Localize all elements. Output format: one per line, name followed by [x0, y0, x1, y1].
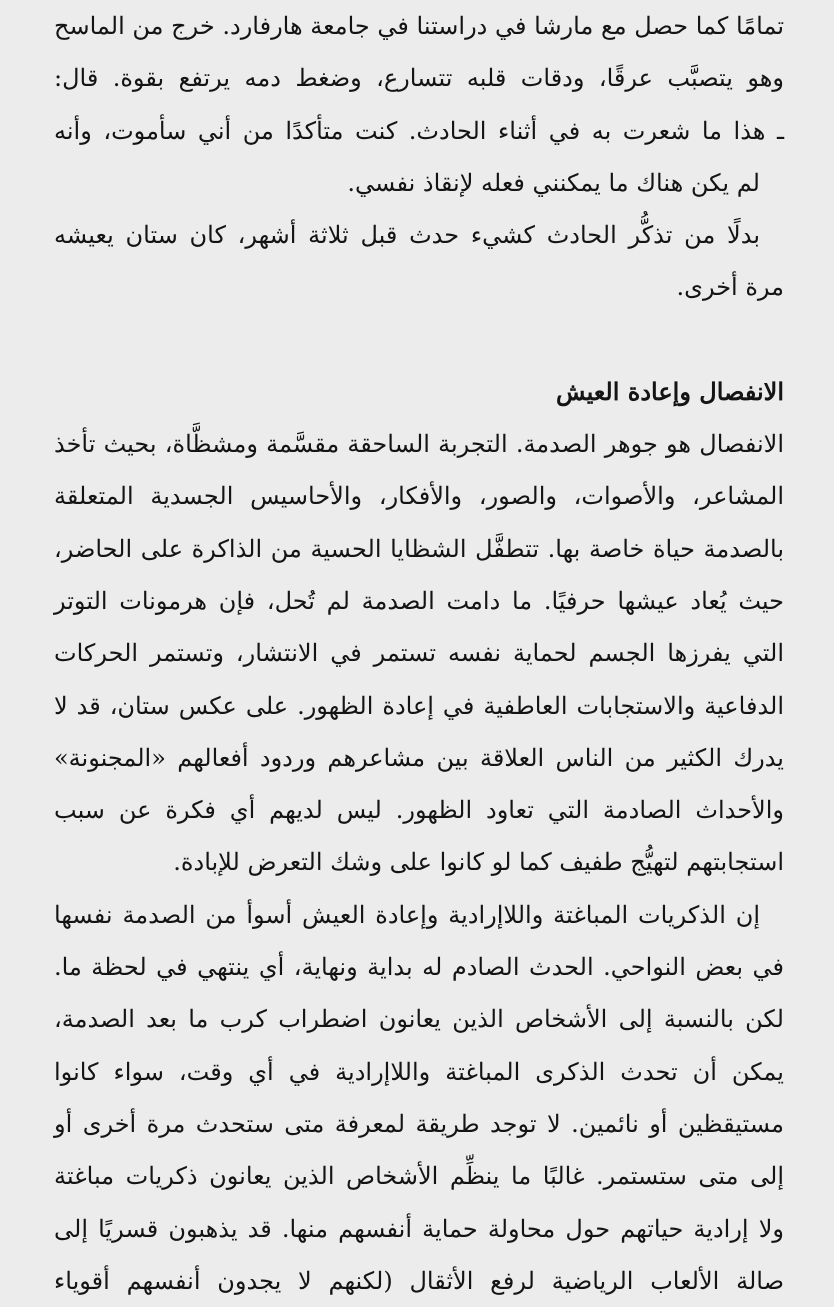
- text-line: إن الذكريات المباغتة واللاإرادية وإعادة العيش أسوأ من الصدمة نفسها: [54, 900, 760, 929]
- text-line: والأحداث الصادمة التي تعاود الظهور. ليس لديهم أي فكرة عن سبب: [54, 796, 784, 825]
- text-line: الانفصال هو جوهر الصدمة. التجربة الساحقة مقسَّمة ومشظَّاة، بحيث تأخذ: [54, 430, 784, 459]
- text-line: التي يفرزها الجسم لحماية نفسه تستمر في الانتشار، وتستمر الحركات: [54, 639, 784, 668]
- text-line: بدلًا من تذكُّر الحادث كشيء حدث قبل ثلاثة أشهر، كان ستان يعيشه: [54, 221, 760, 250]
- text-line: مستيقظين أو نائمين. لا توجد طريقة لمعرفة متى ستحدث مرة أخرى أو: [54, 1109, 784, 1138]
- text-line: استجابتهم لتهيُّج طفيف كما لو كانوا على وشك التعرض للإبادة.: [173, 848, 784, 877]
- text-line: يدرك الكثير من الناس العلاقة بين مشاعرهم وردود أفعالهم «المجنونة»: [54, 743, 784, 772]
- text-line: صالة الألعاب الرياضية لرفع الأثقال (لكنهم لا يجدون أنفسهم أقوياء: [54, 1266, 784, 1295]
- section-heading: الانفصال وإعادة العيش: [556, 376, 784, 406]
- text-line: ولا إرادية حياتهم حول محاولة حماية أنفسهم منها. قد يذهبون قسريًا إلى: [54, 1214, 784, 1243]
- text-line: لكن بالنسبة إلى الأشخاص الذين يعانون اضطراب كرب ما بعد الصدمة،: [54, 1005, 784, 1034]
- text-line: الدفاعية والاستجابات العاطفية في إعادة الظهور. على عكس ستان، قد لا: [54, 691, 784, 720]
- text-line: يمكن أن تحدث الذكرى المباغتة واللاإرادية في أي وقت، سواء كانوا: [54, 1057, 784, 1086]
- text-column: [54, 0, 784, 1307]
- text-line: وهو يتصبَّب عرقًا، ودقات قلبه تتسارع، وضغط دمه يرتفع بقوة. قال:: [54, 64, 784, 93]
- text-line: حيث يُعاد عيشها حرفيًا. ما دامت الصدمة لم تُحل، فإن هرمونات التوتر: [54, 586, 785, 615]
- text-line: تمامًا كما حصل مع مارشا في دراستنا في جامعة هارفارد. خرج من الماسح: [54, 12, 784, 40]
- text-line: ـ هذا ما شعرت به في أثناء الحادث. كنت متأكدًا من أني سأموت، وأنه: [54, 116, 785, 145]
- text-line: في بعض النواحي. الحدث الصادم له بداية ونهاية، أي ينتهي في لحظة ما.: [54, 953, 784, 982]
- text-line: المشاعر، والأصوات، والصور، والأفكار، والأحاسيس الجسدية المتعلقة: [54, 482, 784, 511]
- text-line: لم يكن هناك ما يمكنني فعله لإنقاذ نفسي.: [347, 168, 760, 197]
- text-line: بالصدمة حياة خاصة بها. تتطفَّل الشظايا الحسية من الذاكرة على الحاضر،: [54, 534, 784, 563]
- section-spacer: [54, 314, 784, 366]
- text-line: إلى متى ستستمر. غالبًا ما ينظِّم الأشخاص الذين يعانون ذكريات مباغتة: [54, 1162, 784, 1191]
- text-line: مرة أخرى.: [676, 273, 784, 302]
